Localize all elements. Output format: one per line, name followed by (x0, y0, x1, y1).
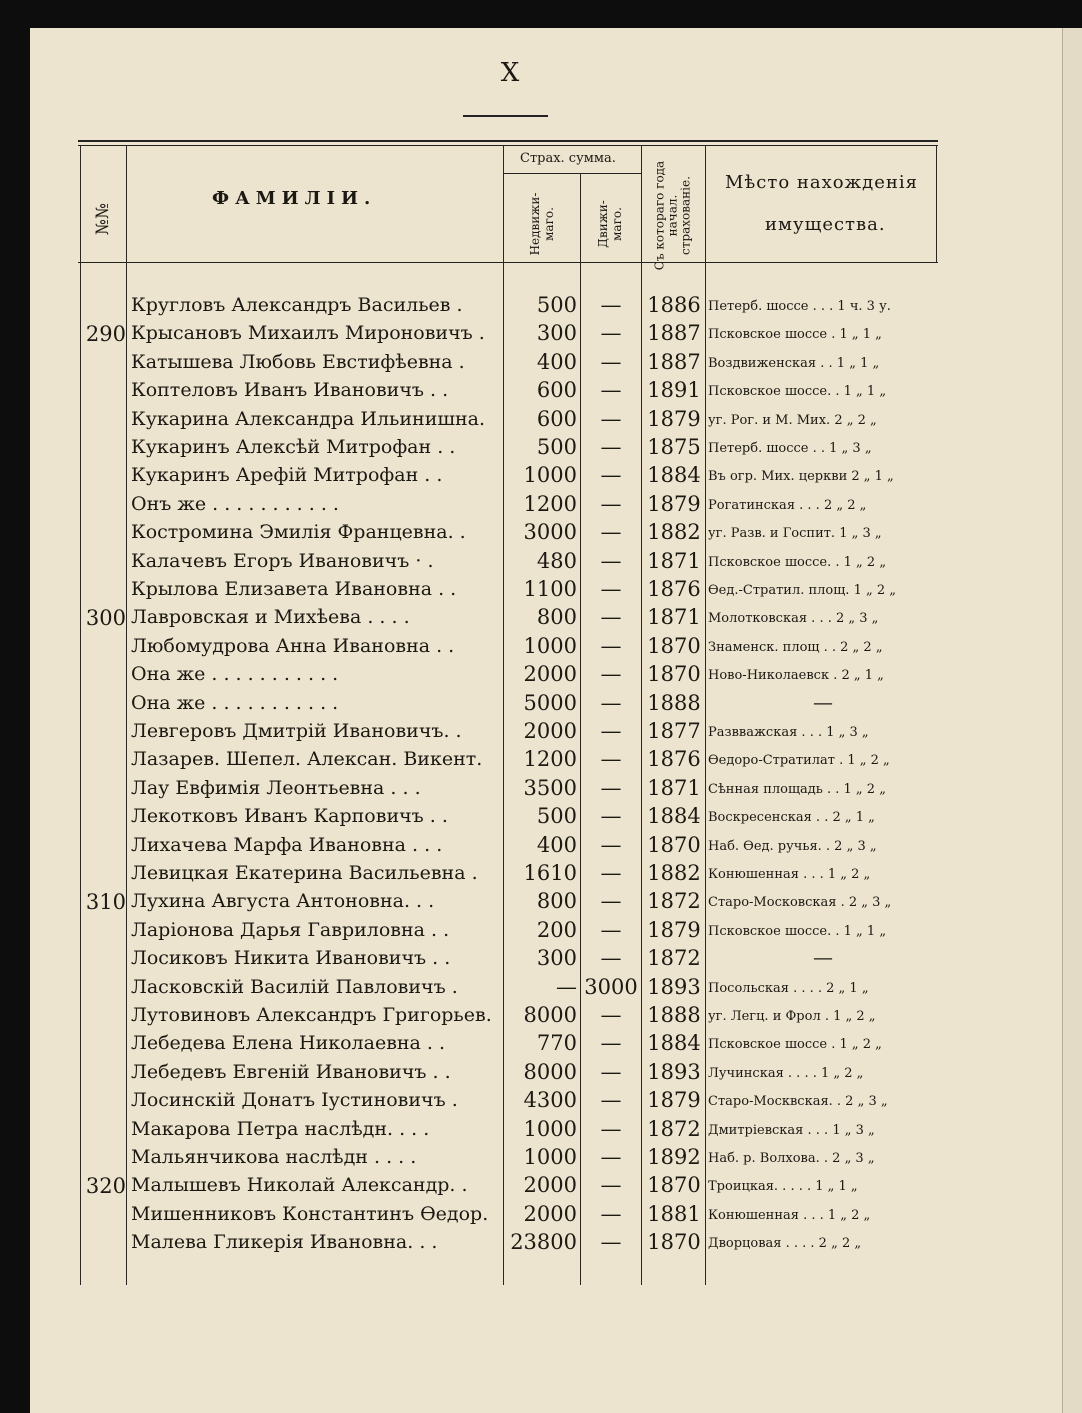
row-location: Сѣнная площадь . . 1 „ 2 „ (708, 782, 886, 797)
row-name: Кукаринъ Алексѣй Митрофан . . (131, 436, 456, 458)
row-immovable-sum: 3500 (523, 776, 577, 800)
row-year: 1872 (647, 1117, 701, 1141)
row-name: Ласковскій Василій Павловичъ . (131, 976, 458, 998)
row-immovable-sum: 600 (536, 407, 577, 431)
row-name: Малева Гликерія Ивановна. . . (131, 1231, 438, 1253)
row-immovable-sum: 200 (536, 918, 577, 942)
row-immovable-sum: 1000 (523, 1145, 577, 1169)
row-immovable-sum: 400 (536, 350, 577, 374)
row-location: Дворцовая . . . . 2 „ 2 „ (708, 1236, 862, 1251)
row-name: Лутовиновъ Александръ Григорьев. (131, 1004, 492, 1026)
row-movable-sum: — (600, 1202, 622, 1226)
row-location: Развважская . . . 1 „ 3 „ (708, 725, 869, 740)
row-immovable-sum: 3000 (523, 520, 577, 544)
row-immovable-sum: 300 (536, 321, 577, 345)
row-immovable-sum: 1200 (523, 747, 577, 771)
row-immovable-sum: 1000 (523, 1117, 577, 1141)
row-immovable-sum: 1000 (523, 463, 577, 487)
row-movable-sum: — (600, 662, 622, 686)
header-immovable: Недвижи- маго. (528, 192, 556, 256)
col-rule-1 (80, 145, 81, 1285)
row-movable-sum: — (600, 1145, 622, 1169)
row-immovable-sum: 8000 (523, 1060, 577, 1084)
row-location: Псковское шоссе. . 1 „ 1 „ (708, 384, 887, 399)
row-year: 1893 (647, 1060, 701, 1084)
row-name: Катышева Любовь Евстифѣевна . (131, 351, 465, 373)
row-location: Наб. р. Волхова. . 2 „ 3 „ (708, 1151, 875, 1166)
row-year: 1888 (647, 1003, 701, 1027)
row-immovable-sum: 300 (536, 946, 577, 970)
row-location: уг. Разв. и Госпит. 1 „ 3 „ (708, 526, 882, 541)
row-movable-sum: — (600, 719, 622, 743)
row-immovable-sum: 500 (536, 804, 577, 828)
row-movable-sum: — (600, 520, 622, 544)
row-year: 1892 (647, 1145, 701, 1169)
row-year: 1872 (647, 889, 701, 913)
page-number: X (500, 58, 520, 88)
row-immovable-sum: 1610 (523, 861, 577, 885)
row-location: Въ огр. Мих. церкви 2 „ 1 „ (708, 469, 894, 484)
row-year: 1871 (647, 776, 701, 800)
row-year: 1872 (647, 946, 701, 970)
row-immovable-sum: 2000 (523, 1173, 577, 1197)
row-year: 1870 (647, 1230, 701, 1254)
row-name: Крысановъ Михаилъ Мироновичъ . (131, 322, 485, 344)
row-year: 1876 (647, 577, 701, 601)
row-year: 1887 (647, 350, 701, 374)
row-name: Мишенниковъ Константинъ Ѳедор. (131, 1203, 489, 1225)
row-movable-sum: — (600, 321, 622, 345)
row-name: Лау Евфимія Леонтьевна . . . (131, 777, 421, 799)
row-immovable-sum: 600 (536, 378, 577, 402)
row-immovable-sum: 500 (536, 435, 577, 459)
row-year: 1884 (647, 1031, 701, 1055)
row-number: 320 (85, 1174, 126, 1198)
facing-page-edge (1062, 28, 1082, 1413)
row-immovable-sum: 8000 (523, 1003, 577, 1027)
row-location: Петерб. шоссе . . 1 „ 3 „ (708, 441, 872, 456)
row-name: Лебедева Елена Николаевна . . (131, 1032, 446, 1054)
row-name: Лавровская и Михѣева . . . . (131, 606, 410, 628)
row-name: Лосиковъ Никита Ивановичъ . . (131, 947, 451, 969)
row-movable-sum: — (600, 378, 622, 402)
row-name: Лихачева Марфа Ивановна . . . (131, 834, 443, 856)
col-rule-3 (503, 145, 504, 1285)
row-location: Молотковская . . . 2 „ 3 „ (708, 611, 879, 626)
col-rule-4 (580, 173, 581, 1285)
col-rule-6 (705, 145, 706, 1285)
row-year: 1871 (647, 605, 701, 629)
row-number: 290 (85, 322, 126, 346)
row-immovable-sum: — (556, 975, 577, 999)
page-number-rule (463, 115, 548, 117)
row-immovable-sum: 5000 (523, 691, 577, 715)
row-immovable-sum: 2000 (523, 662, 577, 686)
row-year: 1882 (647, 520, 701, 544)
row-location: Лучинская . . . . 1 „ 2 „ (708, 1066, 864, 1081)
row-movable-sum: — (600, 833, 622, 857)
row-location: Псковское шоссе . 1 „ 2 „ (708, 1037, 882, 1052)
row-name: Лекотковъ Иванъ Карповичъ . . (131, 805, 448, 827)
row-movable-sum: — (600, 435, 622, 459)
row-name: Лосинскій Донатъ Іустиновичъ . (131, 1089, 458, 1111)
row-year: 1879 (647, 492, 701, 516)
sum-group-rule (504, 173, 641, 174)
row-movable-sum: — (600, 463, 622, 487)
row-year: 1882 (647, 861, 701, 885)
row-immovable-sum: 400 (536, 833, 577, 857)
row-year: 1877 (647, 719, 701, 743)
row-number: 300 (85, 606, 126, 630)
row-immovable-sum: 4300 (523, 1088, 577, 1112)
row-location: уг. Рог. и М. Мих. 2 „ 2 „ (708, 413, 877, 428)
row-immovable-sum: 770 (536, 1031, 577, 1055)
header-sum-group: Страх. сумма. (520, 151, 616, 166)
row-immovable-sum: 2000 (523, 1202, 577, 1226)
row-movable-sum: — (600, 293, 622, 317)
row-name: Левицкая Екатерина Васильевна . (131, 862, 478, 884)
row-movable-sum: — (600, 1031, 622, 1055)
row-location: Троицкая. . . . . 1 „ 1 „ (708, 1179, 858, 1194)
row-movable-sum: — (600, 549, 622, 573)
row-movable-sum: — (600, 1060, 622, 1084)
row-immovable-sum: 800 (536, 605, 577, 629)
row-location: Псковское шоссе. . 1 „ 1 „ (708, 924, 887, 939)
row-year: 1887 (647, 321, 701, 345)
row-year: 1888 (647, 691, 701, 715)
row-name: Малышевъ Николай Александр. . (131, 1174, 468, 1196)
row-location: Конюшенная . . . 1 „ 2 „ (708, 1208, 871, 1223)
row-movable-sum: — (600, 350, 622, 374)
table-top-rule-inner (78, 145, 938, 146)
row-name: Лухина Августа Антоновна. . . (131, 890, 435, 912)
row-movable-sum: — (600, 861, 622, 885)
row-immovable-sum: 1200 (523, 492, 577, 516)
row-location: — (813, 945, 833, 969)
row-year: 1884 (647, 463, 701, 487)
row-movable-sum: — (600, 634, 622, 658)
row-name: Кукаринъ Арефій Митрофан . . (131, 464, 443, 486)
header-location-2: имущества. (765, 214, 886, 235)
row-immovable-sum: 800 (536, 889, 577, 913)
col-rule-5 (641, 145, 642, 1285)
row-movable-sum: — (600, 577, 622, 601)
row-location: Петерб. шоссе . . . 1 ч. 3 у. (708, 299, 891, 314)
row-movable-sum: — (600, 492, 622, 516)
row-year: 1870 (647, 634, 701, 658)
row-immovable-sum: 23800 (510, 1230, 577, 1254)
row-year: 1870 (647, 662, 701, 686)
row-movable-sum: — (600, 1230, 622, 1254)
row-movable-sum: — (600, 1003, 622, 1027)
row-year: 1886 (647, 293, 701, 317)
header-since-year: Съ котораго года начал. страхованіе. (652, 160, 693, 271)
row-name: Она же . . . . . . . . . . . (131, 663, 339, 685)
row-year: 1879 (647, 407, 701, 431)
table-top-rule (78, 140, 938, 142)
row-movable-sum: — (600, 946, 622, 970)
row-movable-sum: — (600, 776, 622, 800)
row-movable-sum: — (600, 407, 622, 431)
row-movable-sum: — (600, 747, 622, 771)
row-name: Она же . . . . . . . . . . . (131, 692, 339, 714)
row-movable-sum: 3000 (584, 975, 638, 999)
row-movable-sum: — (600, 804, 622, 828)
row-name: Коптеловъ Иванъ Ивановичъ . . (131, 379, 449, 401)
row-name: Лазарев. Шепел. Алексан. Викент. (131, 748, 483, 770)
row-location: Дмитріевская . . . 1 „ 3 „ (708, 1123, 875, 1138)
row-name: Любомудрова Анна Ивановна . . (131, 635, 455, 657)
row-location: Псковское шоссе . 1 „ 1 „ (708, 327, 882, 342)
row-name: Мальянчикова наслѣдн . . . . (131, 1146, 417, 1168)
col-rule-7 (936, 145, 937, 263)
row-name: Макарова Петра наслѣдн. . . . (131, 1118, 430, 1140)
row-location: — (813, 690, 833, 714)
row-year: 1879 (647, 1088, 701, 1112)
row-movable-sum: — (600, 691, 622, 715)
row-movable-sum: — (600, 889, 622, 913)
row-name: Левгеровъ Дмитрій Ивановичъ. . (131, 720, 462, 742)
row-location: Посольская . . . . 2 „ 1 „ (708, 981, 869, 996)
row-location: Псковское шоссе. . 1 „ 2 „ (708, 555, 887, 570)
row-name: Костромина Эмилія Францевна. . (131, 521, 466, 543)
row-movable-sum: — (600, 1173, 622, 1197)
row-location: Наб. Ѳед. ручья. . 2 „ 3 „ (708, 839, 877, 854)
row-location: Воскресенская . . 2 „ 1 „ (708, 810, 875, 825)
row-immovable-sum: 2000 (523, 719, 577, 743)
row-location: Воздвиженская . . 1 „ 1 „ (708, 356, 880, 371)
row-immovable-sum: 1100 (523, 577, 577, 601)
row-location: Рогатинская . . . 2 „ 2 „ (708, 498, 867, 513)
row-location: Ѳедоро-Стратилат . 1 „ 2 „ (708, 753, 890, 768)
row-name: Крылова Елизавета Ивановна . . (131, 578, 457, 600)
row-location: Ѳед.-Стратил. площ. 1 „ 2 „ (708, 583, 896, 598)
header-bottom-rule (78, 262, 938, 263)
row-year: 1875 (647, 435, 701, 459)
row-name: Лебедевъ Евгеній Ивановичъ . . (131, 1061, 451, 1083)
row-name: Кукарина Александра Ильинишна. (131, 408, 486, 430)
row-year: 1870 (647, 833, 701, 857)
row-year: 1893 (647, 975, 701, 999)
row-year: 1891 (647, 378, 701, 402)
row-number: 310 (85, 890, 126, 914)
row-year: 1884 (647, 804, 701, 828)
row-location: Старо-Московская . 2 „ 3 „ (708, 895, 892, 910)
header-num: №№ (93, 202, 113, 236)
row-immovable-sum: 480 (536, 549, 577, 573)
row-movable-sum: — (600, 1088, 622, 1112)
row-location: Старо-Москвская. . 2 „ 3 „ (708, 1094, 888, 1109)
row-year: 1876 (647, 747, 701, 771)
row-location: Конюшенная . . . 1 „ 2 „ (708, 867, 871, 882)
row-name: Кругловъ Александръ Васильев . (131, 294, 463, 316)
row-year: 1870 (647, 1173, 701, 1197)
row-movable-sum: — (600, 918, 622, 942)
header-location-1: Мѣсто нахожденія (725, 172, 919, 193)
row-year: 1881 (647, 1202, 701, 1226)
row-location: уг. Легц. и Фрол . 1 „ 2 „ (708, 1009, 876, 1024)
row-immovable-sum: 1000 (523, 634, 577, 658)
row-name: Онъ же . . . . . . . . . . . (131, 493, 339, 515)
row-name: Калачевъ Егоръ Ивановичъ · . (131, 550, 434, 572)
row-year: 1879 (647, 918, 701, 942)
row-movable-sum: — (600, 1117, 622, 1141)
row-location: Ново-Николаевск . 2 „ 1 „ (708, 668, 884, 683)
row-name: Ларіонова Дарья Гавриловна . . (131, 919, 450, 941)
row-movable-sum: — (600, 605, 622, 629)
row-year: 1871 (647, 549, 701, 573)
header-movable: Движи- маго. (596, 200, 624, 248)
row-immovable-sum: 500 (536, 293, 577, 317)
row-location: Знаменск. площ . . 2 „ 2 „ (708, 640, 883, 655)
header-name: ФАМИЛІИ. (212, 188, 377, 209)
col-rule-2 (126, 145, 127, 1285)
